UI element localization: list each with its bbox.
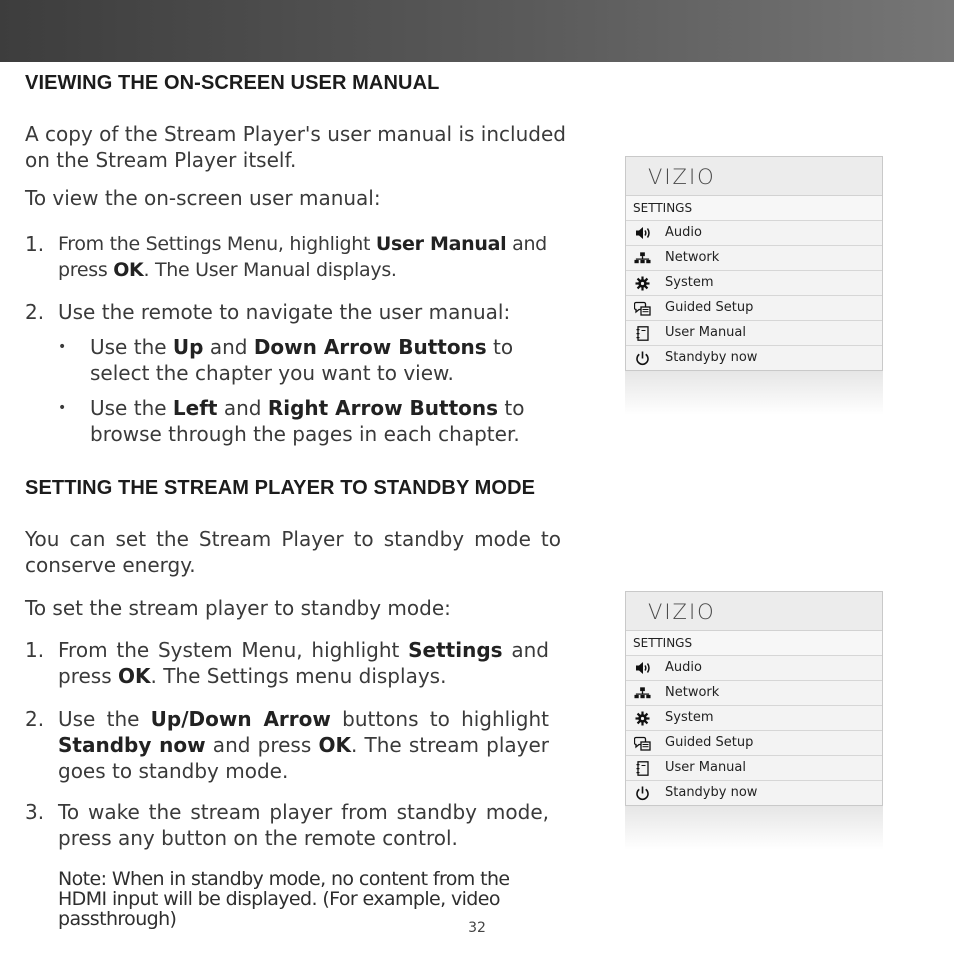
menu-item-network[interactable] <box>626 246 882 271</box>
step-number: 3. <box>25 800 45 824</box>
menu-reflection <box>625 371 883 415</box>
menu-reflection <box>625 806 883 850</box>
standby-note: Note: When in standby mode, no content from the HDMI input will be displayed. (For example, video passthrough) <box>58 868 510 930</box>
standby-step-3 <box>25 799 549 851</box>
menu-item-user-manual[interactable] <box>626 321 882 346</box>
menu-item-audio[interactable] <box>626 221 882 246</box>
step-text: From the System Menu, highlight Settings and press OK. The Settings menu displays. <box>58 638 549 688</box>
menu-item-label: System <box>665 275 714 290</box>
menu-item-label: User Manual <box>665 325 747 340</box>
step-number: 1. <box>25 232 45 256</box>
user-manual-lead: To view the on-screen user manual: <box>25 186 381 210</box>
manual-icon <box>634 760 651 776</box>
vizio-logo: VIZIO <box>626 157 882 196</box>
power-icon <box>634 785 651 801</box>
step-text: From the Settings Menu, highlight User Manual and press OK. The User Manual displays. <box>58 233 547 281</box>
speaker-icon <box>634 225 651 241</box>
step-text: To wake the stream player from standby mode, press any button on the remote control. <box>58 800 549 850</box>
menu-header: SETTINGS <box>626 196 882 221</box>
bullet-text: Use the Up and Down Arrow Buttons to select the chapter you want to view. <box>90 335 514 385</box>
menu-item-label: User Manual <box>665 760 747 775</box>
step-text: Use the Up/Down Arrow buttons to highlight Standby now and press OK. The stream player goes to standby mode. <box>58 707 550 783</box>
guided-setup-icon <box>634 735 651 751</box>
gear-icon <box>634 710 651 726</box>
bullet-text: Use the Left and Right Arrow Buttons to browse through the pages in each chapter. <box>90 396 525 446</box>
menu-item-standby-now[interactable] <box>626 346 882 370</box>
menu-header: SETTINGS <box>626 631 882 656</box>
network-icon <box>634 685 651 701</box>
menu-item-label: Audio <box>665 225 702 240</box>
vizio-logo: VIZIO <box>626 592 882 631</box>
menu-item-system[interactable] <box>626 271 882 296</box>
guided-setup-icon <box>634 300 651 316</box>
settings-menu-screenshot-1 <box>625 156 883 415</box>
menu-item-audio[interactable] <box>626 656 882 681</box>
menu-item-label: System <box>665 710 714 725</box>
speaker-icon <box>634 660 651 676</box>
menu-item-label: Audio <box>665 660 702 675</box>
menu-item-label: Standyby now <box>665 785 758 800</box>
section-heading-standby: SETTING THE STREAM PLAYER TO STANDBY MODE <box>25 477 536 499</box>
bullet-dot: • <box>58 339 67 355</box>
gear-icon <box>634 275 651 291</box>
settings-menu-screenshot-2 <box>625 591 883 850</box>
user-manual-step-1 <box>25 231 555 283</box>
step-number: 2. <box>25 707 45 731</box>
menu-item-label: Standyby now <box>665 350 758 365</box>
step-number: 1. <box>25 638 45 662</box>
standby-step-2 <box>25 706 549 784</box>
menu-item-label: Network <box>665 685 720 700</box>
user-manual-step-2 <box>25 299 555 325</box>
standby-step-1 <box>25 637 549 689</box>
menu-item-user-manual[interactable] <box>626 756 882 781</box>
menu-item-label: Guided Setup <box>665 300 754 315</box>
step-text: Use the remote to navigate the user manual: <box>58 300 511 324</box>
section-heading-user-manual: VIEWING THE ON-SCREEN USER MANUAL <box>25 72 440 94</box>
standby-intro: You can set the Stream Player to standby mode to conserve energy. <box>25 527 561 577</box>
bullet-dot: • <box>58 400 67 416</box>
menu-item-guided-setup[interactable] <box>626 296 882 321</box>
network-icon <box>634 250 651 266</box>
manual-icon <box>634 325 651 341</box>
header-bar <box>0 0 954 62</box>
menu-item-network[interactable] <box>626 681 882 706</box>
power-icon <box>634 350 651 366</box>
menu-item-label: Guided Setup <box>665 735 754 750</box>
bullet-up-down <box>58 334 578 386</box>
standby-lead: To set the stream player to standby mode: <box>25 596 451 620</box>
page-number: 32 <box>468 920 486 936</box>
menu-item-label: Network <box>665 250 720 265</box>
bullet-left-right <box>58 395 578 447</box>
menu-item-system[interactable] <box>626 706 882 731</box>
menu-item-guided-setup[interactable] <box>626 731 882 756</box>
step-number: 2. <box>25 300 45 324</box>
menu-item-standby-now[interactable] <box>626 781 882 805</box>
user-manual-intro: A copy of the Stream Player's user manual is included on the Stream Player itself. <box>25 122 566 172</box>
